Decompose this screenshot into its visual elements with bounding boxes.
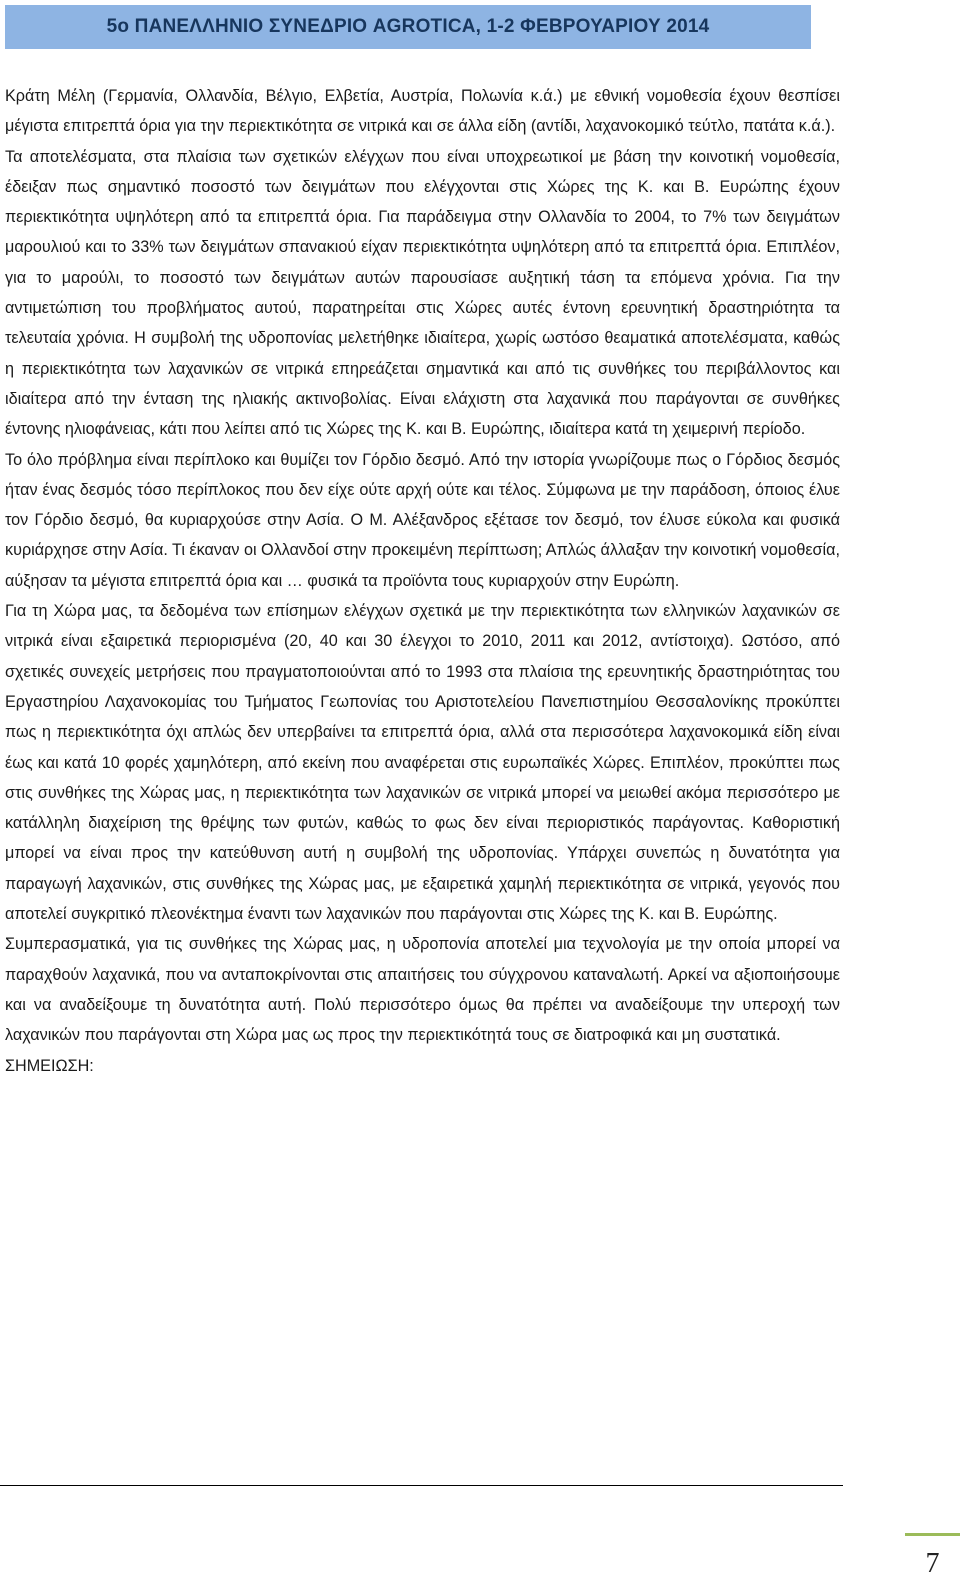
footnote-separator — [0, 1485, 843, 1486]
paragraph-conclusion: Συμπερασματικά, για τις συνθήκες της Χώρας μας, η υδροπονία αποτελεί μια τεχνολογία με την οποία μπορεί να παραχθούν λαχανικά, που να ανταποκρίνονται στις απαιτήσεις του σύγχρονου καταναλωτή. Αρκεί να αξιοποιήσουμε και να αναδείξουμε τη δυνατότητα αυτή. Πολύ περισσότερο όμως θα πρέπει να αναδείξουμε την υπεροχή των λαχανικών που παράγονται στη Χώρα μας ως προς την περιεκτικότητά τους σε διατροφικά και μη συστατικά. — [5, 935, 840, 1045]
document-body — [5, 81, 840, 1081]
note-label: ΣΗΜΕΙΩΣΗ: — [5, 1056, 94, 1075]
paragraph-gordian-knot: Το όλο πρόβλημα είναι περίπλοκο και θυμίζει τον Γόρδιο δεσμό. Από την ιστορία γνωρίζουμε πως ο Γόρδιος δεσμός ήταν ένας δεσμός τόσο περίπλοκος που δεν είχε ούτε αρχή ούτε και τέλος. Σύμφωνα με την παράδοση, όποιος έλυε τον Γόρδιο δεσμό, θα κυριαρχούσε στην Ασία. Ο Μ. Αλέξανδρος εξέτασε τον δεσμό, τον έλυσε εύκολα και φυσικά κυριάρχησε στην Ασία. Τι έκαναν οι Ολλανδοί στην προκειμένη περίπτωση; Απλώς άλλαξαν την κοινοτική νομοθεσία, αύξησαν τα μέγιστα επιτρεπτά όρια και … φυσικά τα προϊόντα τους κυριαρχούν στην Ευρώπη. — [5, 450, 840, 590]
page-number: 7 — [925, 1547, 940, 1579]
paragraph-greek-data: Για τη Χώρα μας, τα δεδομένα των επίσημων ελέγχων σχετικά με την περιεκτικότητα των ελληνικών λαχανικών σε νιτρικά είναι εξαιρετικά περιορισμένα (20, 40 και 30 έλεγχοι το 2010, 2011 και 2012, αντίστοιχα). Ωστόσο, από σχετικές συνεχείς μετρήσεις που πραγματοποιούνται από το 1993 στα πλαίσια της ερευνητικής δραστηριότητας του Εργαστηρίου Λαχανοκομίας του Τμήματος Γεωπονίας του Αριστοτελείου Πανεπιστημίου Θεσσαλονίκης προκύπτει πως η περιεκτικότητα όχι απλώς δεν υπερβαίνει τα επιτρεπτά όρια, αλλά στα περισσότερα λαχανοκομικά είδη είναι έως και κατά 10 φορές χαμηλότερη, από εκείνη που αναφέρεται στις ευρωπαϊκές Χώρες. Επιπλέον, προκύπτει πως στις συνθήκες της Χώρας μας, η περιεκτικότητα των λαχανικών σε νιτρικά μπορεί να μειωθεί ακόμα περισσότερο με κατάλληλη διαχείριση της θρέψης των φυτών, καθώς το φως δεν είναι περιοριστικός παράγοντας. Καθοριστική μπορεί να είναι προς την κατεύθυνση αυτή η συμβολή της υδροπονίας. Υπάρχει συνεπώς η δυνατότητα για παραγωγή λαχανικών, στις συνθήκες της Χώρας μας, με εξαιρετικά χαμηλή περιεκτικότητα σε νιτρικά, γεγονός που αποτελεί συγκριτικό πλεονέκτημα έναντι των λαχανικών που παράγονται στις Χώρες της Κ. και Β. Ευρώπης. — [5, 602, 840, 924]
running-header — [5, 5, 811, 49]
paragraph-member-states: Κράτη Μέλη (Γερμανία, Ολλανδία, Βέλγιο, Ελβετία, Αυστρία, Πολωνία κ.ά.) με εθνική νομοθεσία έχουν θεσπίσει μέγιστα επιτρεπτά όρια για την περιεκτικότητα σε νιτρικά και σε άλλα είδη (αντίδι, λαχανοκομικό τεύτλο, πατάτα κ.ά.). — [5, 87, 840, 136]
page-number-box — [905, 1533, 960, 1591]
paragraph-control-results: Τα αποτελέσματα, στα πλαίσια των σχετικών ελέγχων που είναι υποχρεωτικοί με βάση την κοινοτική νομοθεσία, έδειξαν πως σημαντικό ποσοστό των δειγμάτων που ελέγχονται στις Χώρες της Κ. και Β. Ευρώπης έχουν περιεκτικότητα υψηλότερη από τα επιτρεπτά όρια. Για παράδειγμα στην Ολλανδία το 2004, το 7% των δειγμάτων μαρουλιού και το 33% των δειγμάτων σπανακιού είχαν περιεκτικότητα υψηλότερη από τα επιτρεπτά όρια. Επιπλέον, για το μαρούλι, το ποσοστό των δειγμάτων αυτών παρουσίασε αυξητική τάση τα επόμενα χρόνια. Για την αντιμετώπιση του προβλήματος αυτού, παρατηρείται στις Χώρες αυτές έντονη ερευνητική δραστηριότητα τα τελευταία χρόνια. Η συμβολή της υδροπονίας μελετήθηκε ιδιαίτερα, χωρίς ωστόσο θεαματικά αποτελέσματα, καθώς η περιεκτικότητα των λαχανικών σε νιτρικά επηρεάζεται σημαντικά και από τις συνθήκες του περιβάλλοντος και ιδιαίτερα από την ένταση της ηλιακής ακτινοβολίας. Είναι ελάχιστη στα λαχανικά που παράγονται σε συνθήκες έντονης ηλιοφάνειας, κάτι που λείπει από τις Χώρες της Κ. και Β. Ευρώπης, ιδιαίτερα κατά τη χειμερινή περίοδο. — [5, 147, 840, 439]
conference-title: 5o ΠΑΝΕΛΛΗΝΙΟ ΣΥΝΕΔΡΙΟ AGROTICA, 1-2 ΦΕΒΡΟΥΑΡΙΟΥ 2014 — [106, 16, 710, 37]
